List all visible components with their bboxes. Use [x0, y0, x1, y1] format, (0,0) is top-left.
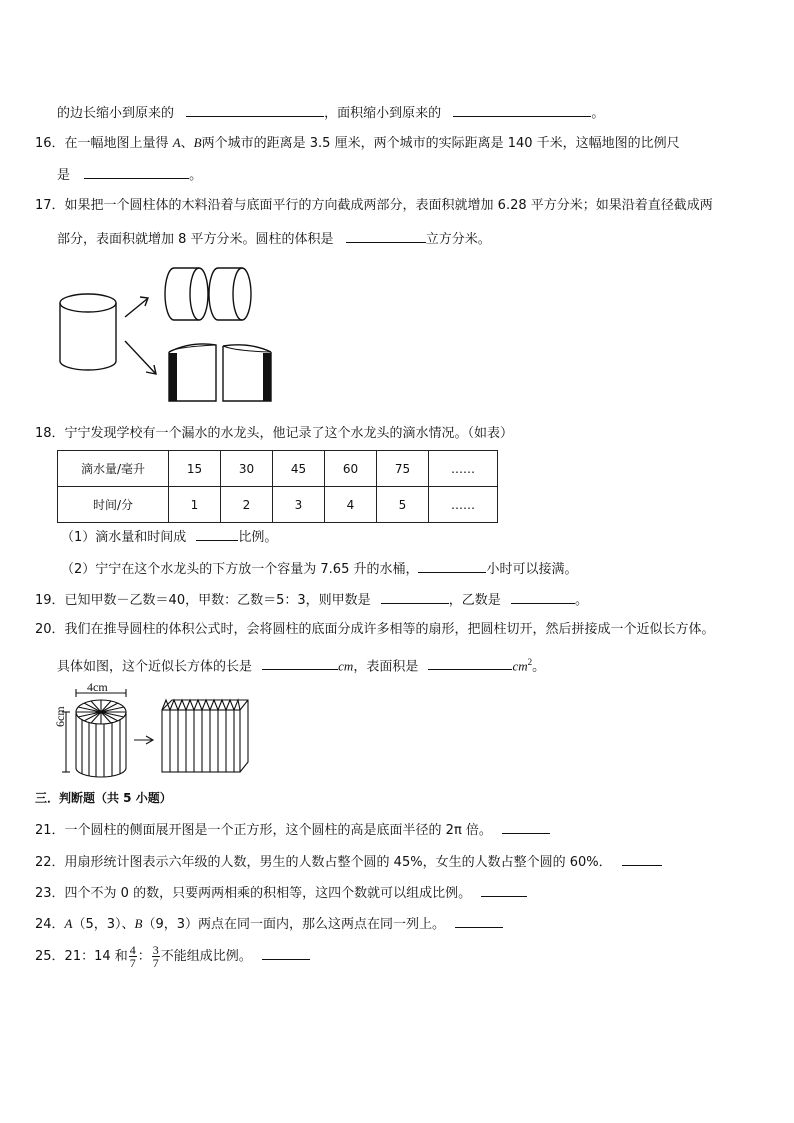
q18-sub1-text-a: （1）滴水量和时间成 [61, 530, 187, 545]
table-cell: 45 [273, 451, 325, 487]
table-cell: …… [429, 451, 498, 487]
q16-blank[interactable] [84, 166, 189, 179]
q24-point-a: A [64, 916, 73, 931]
q16-text-a: 在一幅地图上量得 [64, 136, 169, 151]
q20-text-1: 我们在推导圆柱的体积公式时，会将圆柱的底面分成许多相等的扇形，把圆柱切开，然后拼接成一个近似长方体。 [64, 622, 715, 637]
q24-number: 24． [35, 917, 65, 932]
drip-table [57, 450, 498, 523]
q17-text-1: 如果把一个圆柱体的木料沿着与底面平行的方向截成两部分，表面积就增加 6.28 平方分米；如果沿着直径截成两 [64, 198, 713, 213]
q17-number: 17． [35, 198, 65, 213]
q17-line-1 [35, 198, 713, 214]
q20-cylinder-to-cuboid-figure [60, 688, 250, 778]
q18-sub-2 [61, 560, 578, 578]
q19-end: 。 [574, 593, 588, 608]
section-3-title: 三．判断题（共 5 小题） [35, 791, 172, 805]
fraction-denominator: 7 [129, 956, 136, 970]
q17-blank[interactable] [346, 230, 426, 243]
fraction-numerator: 3 [152, 943, 159, 957]
q20-width-label: 4cm [87, 680, 108, 694]
table-cell: 30 [221, 451, 273, 487]
q20-blank-1[interactable] [262, 657, 338, 670]
q20-end: 。 [532, 659, 546, 675]
q24-blank[interactable] [455, 915, 503, 928]
q16-line-2 [57, 166, 202, 184]
q25-number: 25． [35, 949, 65, 964]
q23-line [35, 884, 527, 902]
q20-number: 20． [35, 622, 65, 637]
q17-cylinder-figure [55, 265, 285, 405]
table-cell: 15 [169, 451, 221, 487]
q24-line [35, 915, 503, 933]
q18-blank-1[interactable] [196, 528, 238, 541]
q23-number: 23． [35, 886, 65, 901]
q15-text-a: 的边长缩小到原来的 [57, 106, 175, 121]
q16-text-c: 是 [57, 168, 71, 183]
q21-blank[interactable] [502, 821, 550, 834]
q19-blank-1[interactable] [381, 591, 449, 604]
q21-line [35, 821, 550, 839]
table-row-header: 时间/分 [58, 487, 169, 523]
fraction-numerator: 4 [129, 943, 136, 957]
q20-unit-2: cm [512, 658, 528, 674]
q23-blank[interactable] [481, 884, 527, 897]
q18-sub1-text-b: 比例。 [238, 530, 278, 545]
table-cell: …… [429, 487, 498, 523]
q24-text: （9，3）两点在同一面内，那么这两点在同一列上。 [142, 917, 446, 932]
q21-number: 21． [35, 823, 65, 838]
q25-colon: ： [137, 949, 151, 964]
q20-height-label: 6cm [53, 706, 67, 727]
q19-text-b: ，乙数是 [448, 593, 501, 608]
q15-line [57, 104, 604, 122]
q24-coord-a: （5，3）、 [72, 917, 135, 932]
q15-blank-2[interactable] [453, 104, 591, 117]
q18-text: 宁宁发现学校有一个漏水的水龙头，他记录了这个水龙头的滴水情况。（如表） [64, 426, 514, 441]
q20-blank-2[interactable] [428, 657, 512, 670]
q16-line-1 [35, 135, 680, 152]
fraction-4-7 [129, 944, 137, 969]
q15-blank-1[interactable] [186, 104, 324, 117]
q20-unit-1: cm [338, 658, 354, 674]
q15-text-b: ，面积缩小到原来的 [324, 106, 442, 121]
q17-text-2: 部分，表面积就增加 8 平方分米。圆柱的体积是 [57, 232, 334, 247]
table-row-header: 滴水量/毫升 [58, 451, 169, 487]
q25-blank[interactable] [262, 947, 310, 960]
q18-line [35, 426, 513, 442]
table-cell: 60 [325, 451, 377, 487]
q20-line-1 [35, 622, 715, 638]
table-cell: 2 [221, 487, 273, 523]
q22-number: 22． [35, 855, 65, 870]
table-row [58, 487, 498, 523]
q16-sep: 、 [180, 136, 194, 151]
q19-text-a: 已知甲数－乙数＝40，甲数：乙数＝5：3，则甲数是 [64, 593, 371, 608]
q18-blank-2[interactable] [418, 560, 486, 573]
fraction-denominator: 7 [152, 956, 159, 970]
table-cell: 4 [325, 487, 377, 523]
q25-text-a: 21：14 和 [64, 949, 128, 964]
q16-end: 。 [189, 168, 203, 183]
q22-text: 用扇形统计图表示六年级的人数，男生的人数占整个圆的 45%，女生的人数占整个圆的 60%． [64, 855, 612, 870]
q17-line-2 [57, 230, 491, 248]
q16-number: 16． [35, 136, 65, 151]
q25-text-b: 不能组成比例。 [160, 949, 252, 964]
table-cell: 5 [377, 487, 429, 523]
q17-text-3: 立方分米。 [425, 232, 491, 247]
q21-text: 一个圆柱的侧面展开图是一个正方形，这个圆柱的高是底面半径的 2π 倍。 [64, 823, 492, 838]
table-row [58, 451, 498, 487]
q23-text: 四个不为 0 的数，只要两两相乘的积相等，这四个数就可以组成比例。 [64, 886, 472, 901]
q18-sub2-text-a: （2）宁宁在这个水龙头的下方放一个容量为 7.65 升的水桶， [61, 562, 419, 577]
q20-text-3: ，表面积是 [353, 659, 419, 675]
q18-number: 18． [35, 426, 65, 441]
q15-end: 。 [591, 106, 605, 121]
q18-sub-1 [61, 528, 277, 546]
q16-city-a: A [172, 135, 181, 150]
table-cell: 75 [377, 451, 429, 487]
q19-number: 19． [35, 593, 65, 608]
fraction-3-7 [152, 944, 160, 969]
q22-blank[interactable] [622, 853, 662, 866]
table-cell: 3 [273, 487, 325, 523]
q20-text-2: 具体如图，这个近似长方体的长是 [57, 659, 253, 675]
q19-blank-2[interactable] [511, 591, 575, 604]
q22-line [35, 853, 662, 871]
q25-line [35, 942, 310, 972]
table-cell: 1 [169, 487, 221, 523]
q24-point-b: B [134, 916, 143, 931]
q16-city-b: B [193, 135, 202, 150]
q20-line-2 [57, 654, 545, 675]
q18-sub2-text-b: 小时可以接满。 [486, 562, 578, 577]
q19-line [35, 591, 588, 609]
q20-unit-2-exponent: 2 [527, 657, 533, 667]
q16-text-b: 两个城市的距离是 3.5 厘米，两个城市的实际距离是 140 千米，这幅地图的比例尺 [201, 136, 680, 151]
